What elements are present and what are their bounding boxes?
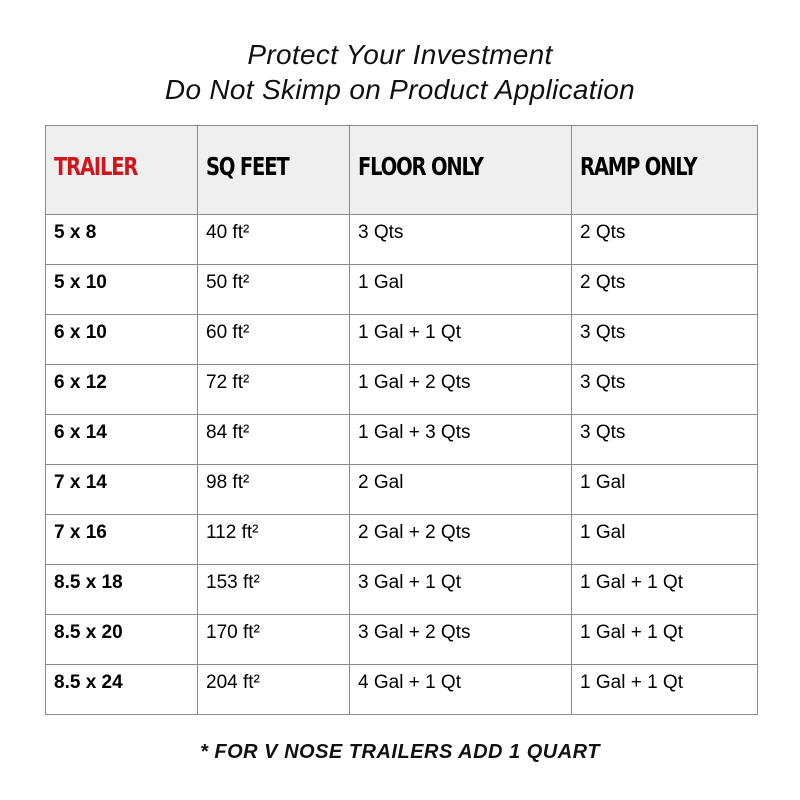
cell-floor-only: 1 Gal (350, 265, 572, 315)
page-title-line-2: Do Not Skimp on Product Application (164, 74, 636, 105)
cell-sq-feet: 84 ft² (198, 415, 350, 465)
cell-ramp-only: 1 Gal + 1 Qt (572, 665, 758, 715)
table-row (46, 665, 758, 715)
cell-trailer-size: 8.5 x 20 (46, 615, 198, 665)
cell-sq-feet: 153 ft² (198, 565, 350, 615)
cell-trailer-size: 6 x 12 (46, 365, 198, 415)
cell-trailer-size: 7 x 16 (46, 515, 198, 565)
cell-sq-feet: 50 ft² (198, 265, 350, 315)
cell-floor-only: 3 Gal + 2 Qts (350, 615, 572, 665)
cell-floor-only: 3 Qts (350, 215, 572, 265)
cell-ramp-only: 1 Gal (572, 465, 758, 515)
cell-floor-only: 1 Gal + 2 Qts (350, 365, 572, 415)
cell-ramp-only: 2 Qts (572, 215, 758, 265)
coverage-table (45, 125, 758, 715)
table-row (46, 415, 758, 465)
cell-trailer-size: 5 x 10 (46, 265, 198, 315)
column-header-ramp-only: RAMP ONLY (572, 126, 758, 215)
cell-ramp-only: 1 Gal + 1 Qt (572, 615, 758, 665)
cell-trailer-size: 6 x 10 (46, 315, 198, 365)
cell-sq-feet: 170 ft² (198, 615, 350, 665)
cell-ramp-only: 1 Gal (572, 515, 758, 565)
cell-ramp-only: 3 Qts (572, 415, 758, 465)
cell-floor-only: 1 Gal + 1 Qt (350, 315, 572, 365)
table-row (46, 315, 758, 365)
cell-floor-only: 2 Gal (350, 465, 572, 515)
table-row (46, 215, 758, 265)
page-title-line-1: Protect Your Investment (247, 39, 553, 70)
cell-trailer-size: 7 x 14 (46, 465, 198, 515)
column-header-floor-only: FLOOR ONLY (350, 126, 572, 215)
cell-trailer-size: 8.5 x 18 (46, 565, 198, 615)
cell-floor-only: 3 Gal + 1 Qt (350, 565, 572, 615)
table-row (46, 615, 758, 665)
cell-sq-feet: 204 ft² (198, 665, 350, 715)
table-row (46, 465, 758, 515)
table-row (46, 565, 758, 615)
v-nose-footnote: * FOR V NOSE TRAILERS ADD 1 QUART (200, 741, 600, 763)
cell-sq-feet: 98 ft² (198, 465, 350, 515)
table-row (46, 265, 758, 315)
cell-ramp-only: 3 Qts (572, 315, 758, 365)
cell-ramp-only: 3 Qts (572, 365, 758, 415)
cell-sq-feet: 40 ft² (198, 215, 350, 265)
table-row (46, 515, 758, 565)
cell-sq-feet: 60 ft² (198, 315, 350, 365)
cell-ramp-only: 2 Qts (572, 265, 758, 315)
cell-floor-only: 2 Gal + 2 Qts (350, 515, 572, 565)
cell-trailer-size: 8.5 x 24 (46, 665, 198, 715)
column-header-trailer: TRAILER (46, 126, 198, 215)
table-row (46, 365, 758, 415)
column-header-sq-feet: SQ FEET (198, 126, 350, 215)
cell-sq-feet: 72 ft² (198, 365, 350, 415)
cell-sq-feet: 112 ft² (198, 515, 350, 565)
cell-floor-only: 1 Gal + 3 Qts (350, 415, 572, 465)
cell-ramp-only: 1 Gal + 1 Qt (572, 565, 758, 615)
cell-trailer-size: 6 x 14 (46, 415, 198, 465)
cell-floor-only: 4 Gal + 1 Qt (350, 665, 572, 715)
table-header-row (46, 126, 758, 215)
cell-trailer-size: 5 x 8 (46, 215, 198, 265)
